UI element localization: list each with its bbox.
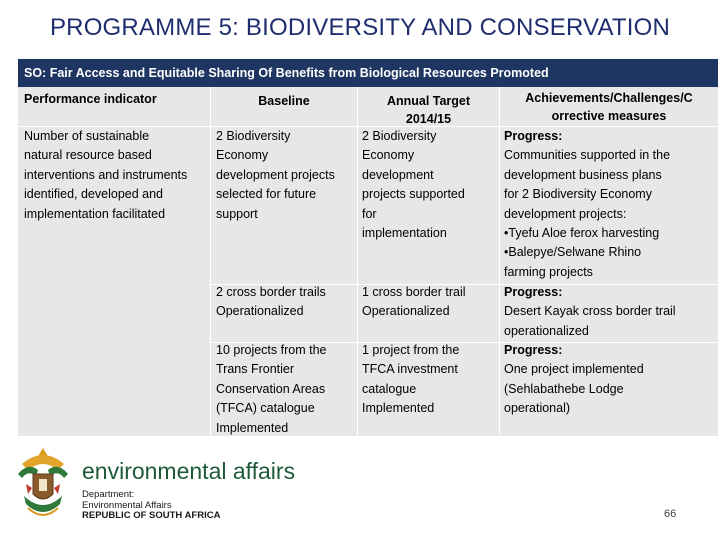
slide-title: PROGRAMME 5: BIODIVERSITY AND CONSERVATION bbox=[49, 14, 671, 41]
baseline-line: 10 projects from the bbox=[216, 343, 327, 357]
department-label: Department: bbox=[82, 489, 135, 500]
achievement-line: •Balepye/Selwane Rhino bbox=[504, 245, 642, 260]
row3-target-cell bbox=[362, 341, 498, 419]
baseline-line: Implemented bbox=[216, 420, 289, 435]
row2-baseline-cell bbox=[216, 283, 356, 322]
achievement-line: One project implemented bbox=[504, 362, 644, 377]
baseline-line: development projects bbox=[216, 167, 335, 182]
baseline-line: 2 Biodiversity bbox=[216, 129, 291, 143]
indicator-line: Number of sustainable bbox=[24, 129, 150, 143]
progress-label: Progress: bbox=[504, 129, 563, 143]
target-line: 1 project from the bbox=[362, 343, 460, 357]
achievement-line: (Sehlabathebe Lodge bbox=[504, 381, 624, 396]
baseline-line: Conservation Areas bbox=[216, 381, 326, 396]
target-line: 2 Biodiversity bbox=[362, 129, 437, 143]
so-header-band: SO: Fair Access and Equitable Sharing Of Benefits from Biological Resources Promoted bbox=[18, 59, 718, 87]
row1-achievement-cell bbox=[504, 127, 718, 282]
achievement-line: for 2 Biodiversity Economy bbox=[504, 187, 652, 202]
target-line: Implemented bbox=[362, 401, 435, 416]
target-line: catalogue bbox=[362, 381, 417, 396]
indicator-line: implementation facilitated bbox=[24, 206, 166, 221]
row1-target-cell bbox=[362, 127, 498, 243]
header-annual-target-line1: Annual Target bbox=[386, 94, 471, 108]
baseline-line: Operationalized bbox=[216, 304, 304, 319]
target-line: projects supported bbox=[362, 187, 465, 202]
baseline-line: Economy bbox=[216, 148, 269, 163]
page-number: 66 bbox=[664, 508, 677, 520]
row2-achievement-cell bbox=[504, 283, 718, 341]
organization-name: environmental affairs bbox=[82, 458, 296, 484]
row3-baseline-cell bbox=[216, 341, 356, 438]
row2-target-cell bbox=[362, 283, 498, 322]
achievement-line: farming projects bbox=[504, 264, 593, 279]
achievement-line: •Tyefu Aloe ferox harvesting bbox=[504, 226, 660, 241]
achievement-line: operationalized bbox=[504, 323, 589, 338]
target-line: Economy bbox=[362, 148, 415, 163]
department-name: Environmental Affairs bbox=[82, 499, 172, 511]
baseline-line: 2 cross border trails bbox=[216, 285, 326, 299]
achievement-line: operational) bbox=[504, 401, 571, 416]
country-name: REPUBLIC OF SOUTH AFRICA bbox=[82, 510, 221, 521]
baseline-line: selected for future bbox=[216, 187, 317, 202]
baseline-line: Trans Frontier bbox=[216, 362, 295, 377]
baseline-line: (TFCA) catalogue bbox=[216, 401, 315, 416]
coat-of-arms-logo bbox=[8, 444, 78, 524]
department-block bbox=[82, 490, 220, 522]
achievement-line: Communities supported in the bbox=[504, 148, 671, 163]
progress-label: Progress: bbox=[504, 285, 563, 299]
indicator-line: natural resource based bbox=[24, 148, 152, 163]
target-line: implementation bbox=[362, 226, 447, 241]
performance-table bbox=[18, 59, 718, 436]
achievement-line: Desert Kayak cross border trail bbox=[504, 304, 676, 319]
row3-achievement-cell bbox=[504, 341, 718, 419]
header-achievements-line1: Achievements/Challenges/C bbox=[525, 91, 693, 105]
achievement-line: development projects: bbox=[504, 206, 627, 221]
indicator-line: interventions and instruments bbox=[24, 167, 188, 182]
target-line: for bbox=[362, 206, 377, 221]
target-line: Operationalized bbox=[362, 304, 450, 319]
header-annual-target-line2: 2014/15 bbox=[405, 112, 452, 126]
row1-baseline-cell bbox=[216, 127, 356, 224]
progress-label: Progress: bbox=[504, 343, 563, 357]
header-performance-indicator: Performance indicator bbox=[24, 92, 157, 106]
target-line: 1 cross border trail bbox=[362, 285, 466, 299]
target-line: TFCA investment bbox=[362, 362, 458, 377]
header-baseline: Baseline bbox=[258, 94, 310, 108]
achievement-line: development business plans bbox=[504, 167, 662, 182]
indicator-cell bbox=[24, 127, 209, 224]
target-line: development bbox=[362, 167, 434, 182]
indicator-line: identified, developed and bbox=[24, 187, 164, 202]
baseline-line: support bbox=[216, 206, 258, 221]
header-achievements-line2: orrective measures bbox=[551, 109, 667, 123]
